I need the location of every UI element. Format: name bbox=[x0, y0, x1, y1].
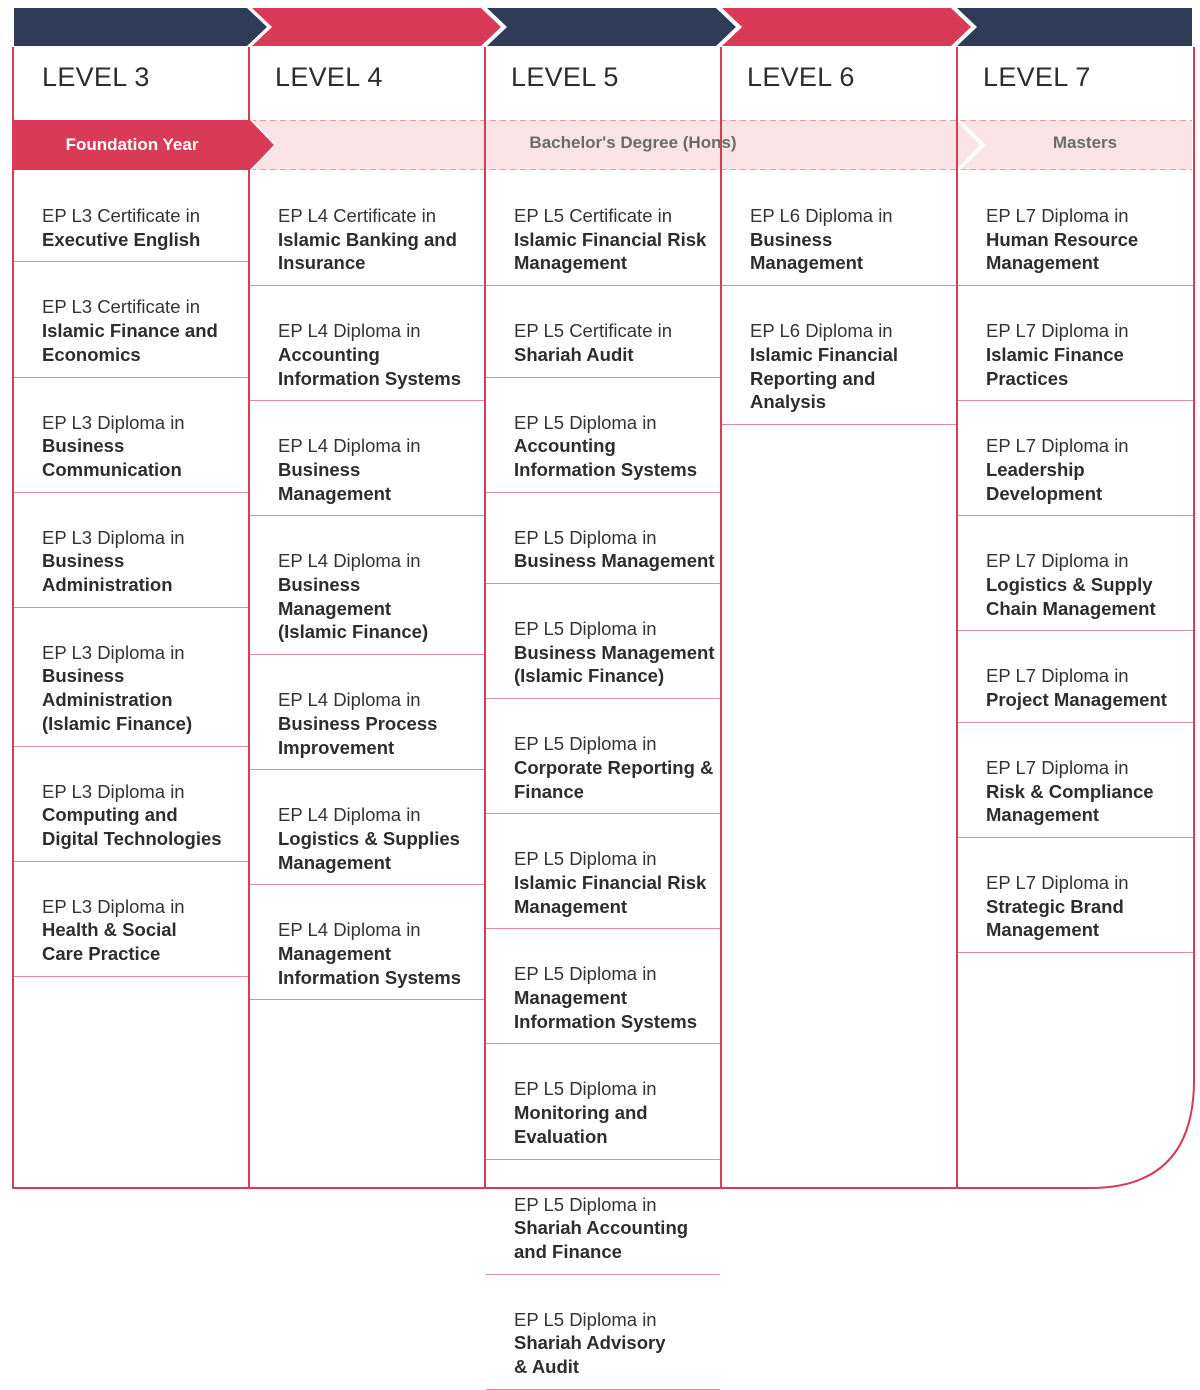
course-title: Executive English bbox=[42, 228, 201, 250]
course-title: Islamic Finance and Economics bbox=[42, 320, 218, 365]
course-title: Health & Social Care Practice bbox=[42, 919, 177, 965]
course-title: Leadership Development bbox=[986, 458, 1103, 504]
course-item[interactable] bbox=[958, 723, 1193, 838]
chevron-level-7 bbox=[957, 8, 1192, 46]
course-award: EP L5 Diploma in bbox=[514, 1193, 657, 1215]
course-item[interactable] bbox=[14, 862, 248, 977]
course-award: EP L5 Diploma in bbox=[514, 733, 657, 755]
course-title: Islamic Finance Practices bbox=[986, 343, 1124, 389]
course-award: EP L5 Diploma in bbox=[514, 963, 657, 985]
level-7-title: LEVEL 7 bbox=[983, 62, 1091, 92]
course-item[interactable] bbox=[250, 516, 484, 655]
course-title: Islamic Financial Risk Management bbox=[514, 871, 707, 917]
course-award: EP L7 Diploma in bbox=[986, 665, 1129, 687]
course-award: EP L3 Certificate in bbox=[42, 296, 201, 318]
course-item[interactable] bbox=[14, 262, 248, 377]
course-title: Computing and Digital Technologies bbox=[42, 804, 222, 849]
course-title: Business Management bbox=[750, 228, 864, 274]
course-item[interactable] bbox=[250, 401, 484, 516]
course-title: Business Administration bbox=[42, 550, 173, 596]
course-item[interactable] bbox=[486, 493, 720, 584]
course-title: Islamic Financial Reporting and Analysis bbox=[750, 343, 899, 413]
course-title: Shariah Advisory & Audit bbox=[514, 1332, 666, 1378]
course-award: EP L5 Diploma in bbox=[514, 411, 657, 433]
course-award: EP L3 Diploma in bbox=[42, 526, 185, 548]
course-title: Business Management bbox=[514, 550, 715, 572]
course-item[interactable] bbox=[250, 770, 484, 885]
course-item[interactable] bbox=[250, 171, 484, 286]
level-6-title: LEVEL 6 bbox=[747, 62, 855, 92]
level-3-course-list bbox=[14, 171, 248, 977]
course-item[interactable] bbox=[486, 171, 720, 286]
course-award: EP L4 Diploma in bbox=[278, 689, 421, 711]
chevron-level-6 bbox=[722, 8, 971, 46]
course-award: EP L5 Diploma in bbox=[514, 848, 657, 870]
course-title: Accounting Information Systems bbox=[278, 343, 461, 389]
course-award: EP L3 Diploma in bbox=[42, 411, 185, 433]
course-item[interactable] bbox=[250, 885, 484, 1000]
course-award: EP L4 Diploma in bbox=[278, 435, 421, 457]
chevron-level-4 bbox=[252, 8, 501, 46]
course-item[interactable] bbox=[486, 584, 720, 699]
course-item[interactable] bbox=[486, 286, 720, 377]
course-title: Shariah Accounting and Finance bbox=[514, 1217, 689, 1262]
level-4-title: LEVEL 4 bbox=[275, 62, 383, 92]
course-item[interactable] bbox=[722, 171, 956, 286]
course-award: EP L3 Certificate in bbox=[42, 205, 201, 226]
course-title: Business Management (Islamic Finance) bbox=[278, 574, 429, 643]
course-title: Strategic Brand Management bbox=[986, 895, 1124, 941]
course-title: Islamic Banking and Insurance bbox=[278, 228, 457, 274]
course-award: EP L4 Diploma in bbox=[278, 320, 421, 342]
course-item[interactable] bbox=[486, 929, 720, 1044]
course-item[interactable] bbox=[958, 171, 1193, 286]
course-item[interactable] bbox=[14, 608, 248, 747]
course-award: EP L3 Diploma in bbox=[42, 895, 185, 917]
chevron-level-5 bbox=[487, 8, 736, 46]
course-award: EP L5 Certificate in bbox=[514, 205, 673, 226]
course-title: Business Management (Islamic Finance) bbox=[514, 641, 715, 687]
course-title: Risk & Compliance Management bbox=[986, 780, 1154, 826]
course-title: Business Administration (Islamic Finance) bbox=[42, 665, 193, 734]
course-item[interactable] bbox=[958, 401, 1193, 516]
course-item[interactable] bbox=[722, 286, 956, 425]
course-title: Logistics & Supply Chain Management bbox=[986, 574, 1156, 619]
level-6-course-list bbox=[722, 171, 956, 425]
course-item[interactable] bbox=[14, 171, 248, 262]
course-award: EP L7 Diploma in bbox=[986, 871, 1129, 893]
course-item[interactable] bbox=[486, 699, 720, 814]
course-item[interactable] bbox=[14, 747, 248, 862]
course-award: EP L7 Diploma in bbox=[986, 320, 1129, 342]
course-title: Business Communication bbox=[42, 435, 182, 480]
course-item[interactable] bbox=[250, 655, 484, 770]
level-5-title: LEVEL 5 bbox=[511, 62, 619, 92]
course-title: Islamic Financial Risk Management bbox=[514, 228, 707, 274]
course-item[interactable] bbox=[486, 1160, 720, 1275]
course-item[interactable] bbox=[486, 1275, 720, 1390]
course-award: EP L3 Diploma in bbox=[42, 780, 185, 802]
course-award: EP L6 Diploma in bbox=[750, 320, 893, 342]
level-7-course-list bbox=[958, 171, 1193, 953]
level-4-course-list bbox=[250, 171, 484, 1000]
course-title: Management Information Systems bbox=[278, 943, 461, 988]
course-award: EP L5 Diploma in bbox=[514, 1308, 657, 1330]
course-award: EP L7 Diploma in bbox=[986, 550, 1129, 572]
course-award: EP L5 Diploma in bbox=[514, 526, 657, 548]
course-title: Management Information Systems bbox=[514, 987, 697, 1032]
course-item[interactable] bbox=[958, 631, 1193, 722]
course-award: EP L4 Diploma in bbox=[278, 550, 421, 572]
band-masters-label: Masters bbox=[1052, 133, 1118, 152]
course-award: EP L7 Diploma in bbox=[986, 435, 1129, 457]
course-title: Business Process Improvement bbox=[278, 712, 438, 758]
course-item[interactable] bbox=[14, 493, 248, 608]
chevron-level-3 bbox=[14, 8, 267, 46]
course-title: Business Management bbox=[278, 458, 392, 504]
course-award: EP L3 Diploma in bbox=[42, 641, 185, 663]
course-item[interactable] bbox=[14, 378, 248, 493]
course-award: EP L7 Diploma in bbox=[986, 205, 1129, 226]
course-item[interactable] bbox=[958, 286, 1193, 401]
band-bachelor-label: Bachelor's Degree (Hons) bbox=[529, 133, 737, 152]
course-title: Accounting Information Systems bbox=[514, 435, 697, 480]
course-award: EP L4 Diploma in bbox=[278, 919, 421, 941]
course-item[interactable] bbox=[486, 814, 720, 929]
course-title: Corporate Reporting & Finance bbox=[514, 756, 714, 802]
course-item[interactable] bbox=[958, 516, 1193, 631]
course-title: Shariah Audit bbox=[514, 343, 634, 365]
level-5-course-list bbox=[486, 171, 720, 1390]
course-item[interactable] bbox=[958, 838, 1193, 953]
course-award: EP L6 Diploma in bbox=[750, 205, 893, 226]
course-item[interactable] bbox=[250, 286, 484, 401]
course-award: EP L4 Certificate in bbox=[278, 205, 437, 226]
course-item[interactable] bbox=[486, 1044, 720, 1159]
course-award: EP L5 Diploma in bbox=[514, 1078, 657, 1100]
course-title: Human Resource Management bbox=[986, 228, 1139, 274]
band-foundation-label: Foundation Year bbox=[65, 135, 199, 154]
course-award: EP L4 Diploma in bbox=[278, 804, 421, 826]
course-title: Logistics & Supplies Management bbox=[278, 827, 460, 873]
level-3-title: LEVEL 3 bbox=[42, 62, 150, 92]
course-award: EP L7 Diploma in bbox=[986, 756, 1129, 778]
course-item[interactable] bbox=[486, 378, 720, 493]
course-title: Project Management bbox=[986, 689, 1167, 711]
course-award: EP L5 Diploma in bbox=[514, 618, 657, 640]
course-award: EP L5 Certificate in bbox=[514, 320, 673, 342]
course-title: Monitoring and Evaluation bbox=[514, 1102, 648, 1147]
